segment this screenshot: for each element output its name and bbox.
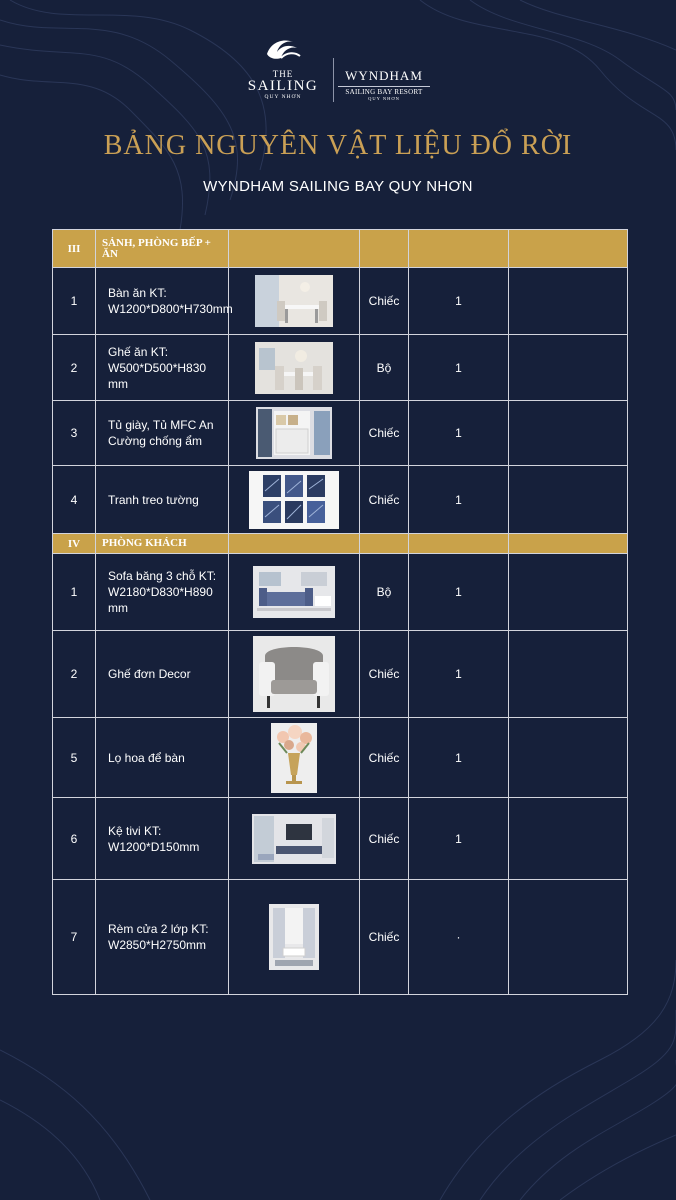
- flower-vase-photo: [271, 723, 317, 793]
- tv-shelf-photo: [252, 814, 336, 864]
- item-unit: Bộ: [360, 554, 409, 631]
- wall-paintings-photo: [249, 471, 339, 529]
- item-number: 2: [53, 631, 96, 718]
- table-row: [53, 880, 628, 995]
- item-quantity: 1: [409, 631, 509, 718]
- table-row: [53, 798, 628, 880]
- item-name: Kệ tivi KT: W1200*D150mm: [96, 798, 229, 880]
- item-unit: Chiếc: [360, 466, 409, 534]
- wave-icon: [263, 36, 303, 62]
- item-name: Bàn ăn KT: W1200*D800*H730mm: [96, 268, 229, 335]
- section-number: III: [53, 230, 96, 268]
- shoe-cabinet-photo: [256, 407, 332, 459]
- item-unit: Chiếc: [360, 880, 409, 995]
- item-number: 6: [53, 798, 96, 880]
- section-label: SẢNH, PHÒNG BẾP + ĂN: [96, 230, 229, 268]
- item-name: Lọ hoa để bàn: [96, 718, 229, 798]
- item-quantity: 1: [409, 798, 509, 880]
- item-unit: Chiếc: [360, 631, 409, 718]
- the-sailing-logo: [240, 36, 326, 100]
- section-number: IV: [53, 534, 96, 554]
- item-number: 3: [53, 401, 96, 466]
- item-number: 4: [53, 466, 96, 534]
- item-number: 1: [53, 268, 96, 335]
- item-name: Tranh treo tường: [96, 466, 229, 534]
- table-row: [53, 401, 628, 466]
- table-row: [53, 554, 628, 631]
- item-unit: Chiếc: [360, 268, 409, 335]
- wyndham-logo: [338, 68, 430, 101]
- item-name: Tủ giày, Tủ MFC An Cường chống ẩm: [96, 401, 229, 466]
- item-quantity: 1: [409, 466, 509, 534]
- item-name: Rèm cửa 2 lớp KT: W2850*H2750mm: [96, 880, 229, 995]
- item-unit: Chiếc: [360, 798, 409, 880]
- item-number: 5: [53, 718, 96, 798]
- logo-sailing-name: SAILING: [247, 78, 319, 94]
- page-title: BẢNG NGUYÊN VẬT LIỆU ĐỔ RỜI: [103, 130, 573, 161]
- item-name: Ghế ăn KT: W500*D500*H830 mm: [96, 335, 229, 401]
- curtain-photo: [269, 904, 319, 970]
- item-number: 1: [53, 554, 96, 631]
- table-row: [53, 335, 628, 401]
- logo-wyndham-sub: SAILING BAY RESORT: [338, 86, 430, 96]
- logo-sailing-city: QUY NHƠN: [264, 94, 302, 100]
- dining-table-photo: [255, 275, 333, 327]
- item-quantity: 1: [409, 554, 509, 631]
- item-quantity: ·: [409, 880, 509, 995]
- logo-the: THE: [272, 69, 294, 79]
- item-quantity: 1: [409, 718, 509, 798]
- logo-bar: [0, 36, 676, 106]
- item-number: 7: [53, 880, 96, 995]
- sofa-photo: [253, 566, 335, 618]
- item-quantity: 1: [409, 268, 509, 335]
- section-label: PHÒNG KHÁCH: [96, 534, 229, 554]
- item-name: Ghế đơn Decor: [96, 631, 229, 718]
- item-quantity: 1: [409, 335, 509, 401]
- section-row: [53, 534, 628, 554]
- logo-wyndham-name: WYNDHAM: [345, 68, 423, 83]
- item-name: Sofa băng 3 chỗ KT: W2180*D830*H890 mm: [96, 554, 229, 631]
- table-row: [53, 631, 628, 718]
- materials-table: [52, 229, 628, 995]
- table-row: [53, 718, 628, 798]
- dining-chairs-photo: [255, 342, 333, 394]
- table-row: [53, 466, 628, 534]
- item-unit: Chiếc: [360, 401, 409, 466]
- section-row: [53, 230, 628, 268]
- logo-wyndham-city: QUY NHƠN: [368, 96, 400, 101]
- page-subtitle: WYNDHAM SAILING BAY QUY NHƠN: [203, 178, 473, 195]
- item-unit: Chiếc: [360, 718, 409, 798]
- table-row: [53, 268, 628, 335]
- armchair-photo: [253, 636, 335, 712]
- logo-divider: [333, 58, 334, 102]
- item-number: 2: [53, 335, 96, 401]
- item-quantity: 1: [409, 401, 509, 466]
- item-unit: Bộ: [360, 335, 409, 401]
